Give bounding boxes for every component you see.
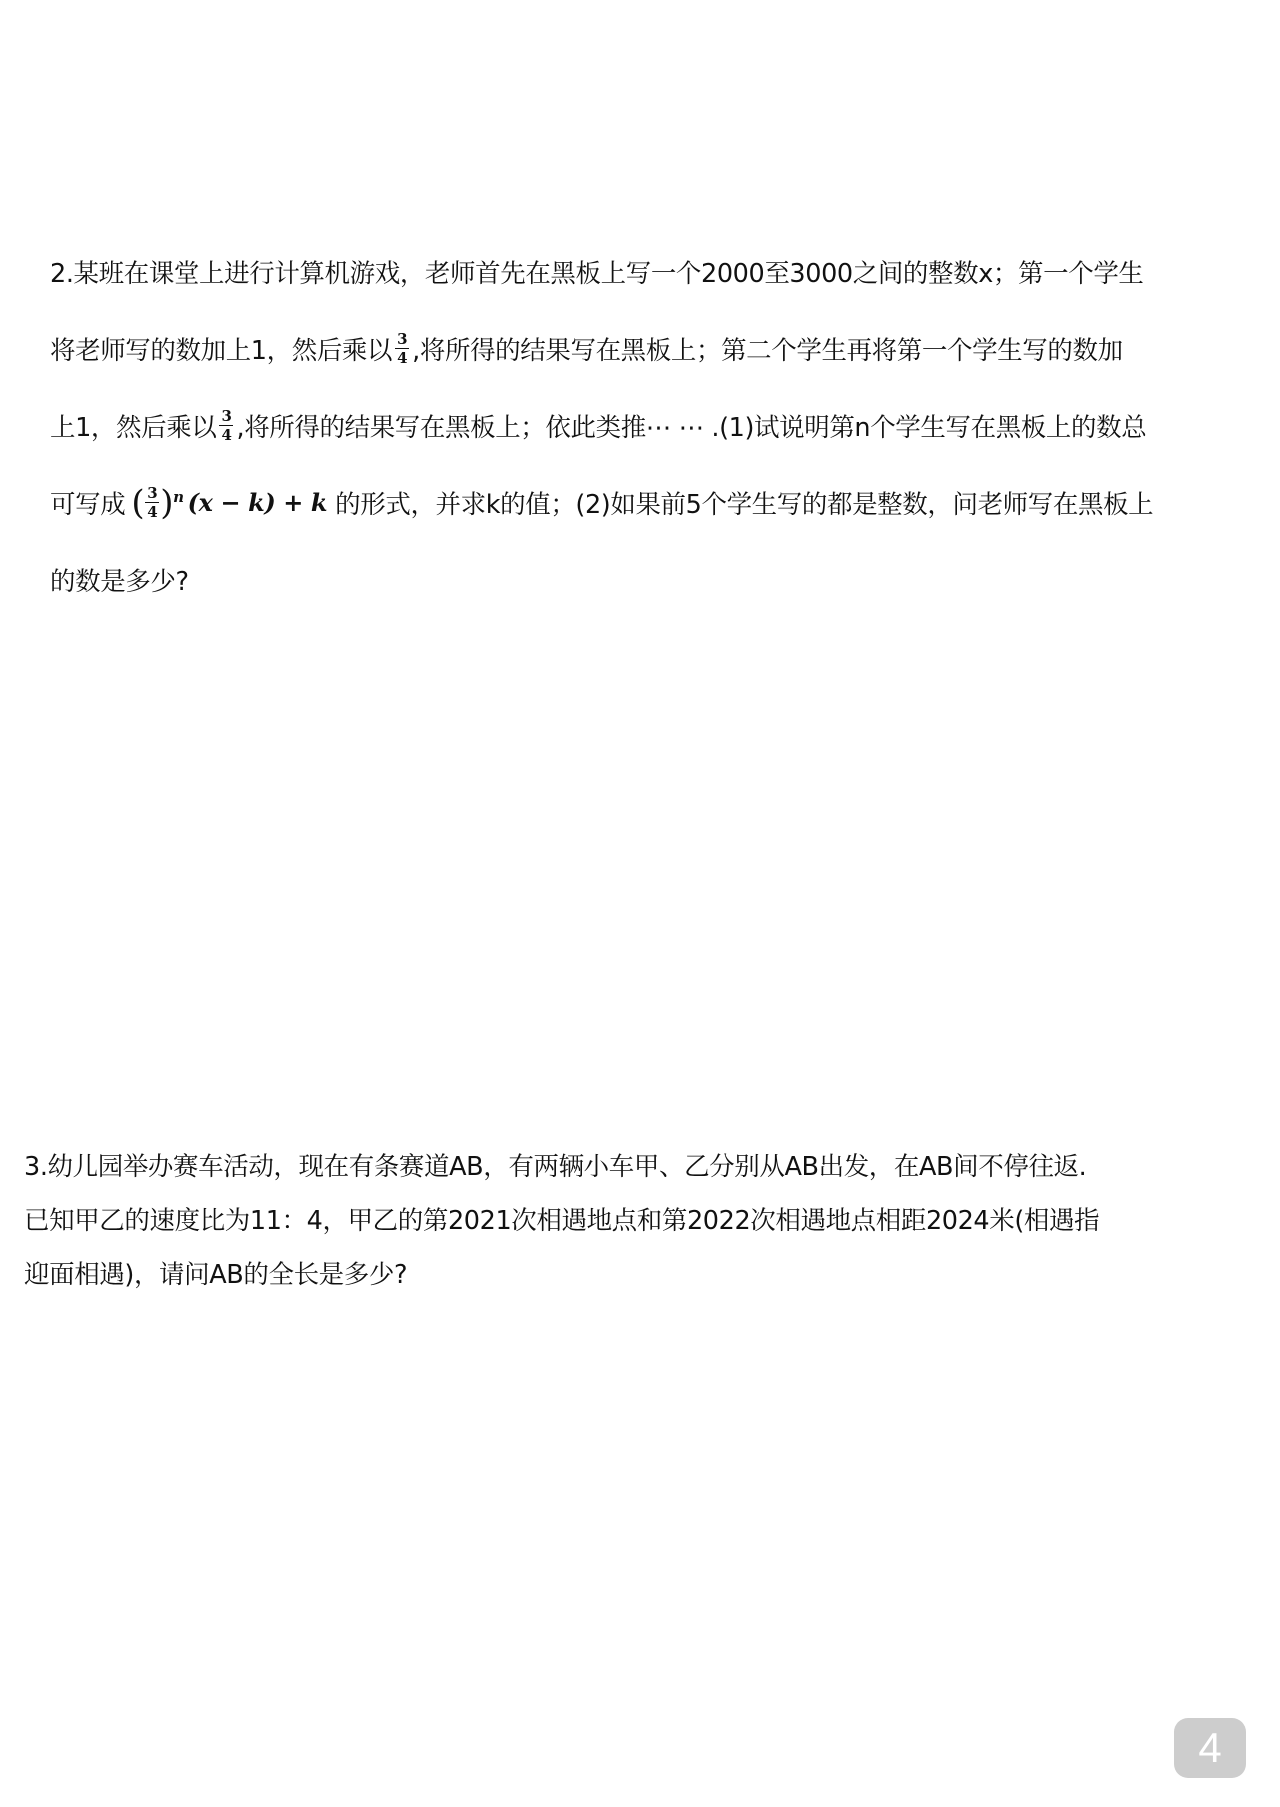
- formula-right-paren: ): [160, 482, 174, 523]
- page-number: 4: [1198, 1724, 1222, 1771]
- fraction-three-quarters: [145, 485, 159, 520]
- fraction-denominator: 4: [397, 349, 408, 367]
- problem-2-text: 的形式，并求k的值；(2)如果前5个学生写的都是整数，问老师写在黑板上: [335, 489, 1154, 520]
- formula-exponent: n: [173, 487, 184, 506]
- formula: [131, 482, 328, 523]
- problem-3-text: 3.幼儿园举办赛车活动，现在有条赛道AB，有两辆小车甲、乙分别从AB出发，在AB间不停往返.: [24, 1152, 1087, 1182]
- fraction-numerator: 3: [221, 407, 232, 425]
- fraction-denominator: 4: [221, 426, 232, 444]
- fraction-numerator: 3: [147, 484, 158, 502]
- problem-2-text: ,将所得的结果写在黑板上；第二个学生再将第一个学生写的数加: [412, 335, 1123, 366]
- problem-2-text: 将老师写的数加上1，然后乘以: [50, 335, 393, 366]
- problem-2-text: ,将所得的结果写在黑板上；依此类推⋯ ⋯ .(1)试说明第n个学生写在黑板上的数总: [236, 412, 1147, 443]
- problem-2-text: 的数是多少?: [50, 566, 189, 597]
- problem-2-line-1: [50, 233, 1235, 310]
- problem-3-line-2: [24, 1192, 1234, 1246]
- problem-2-line-2: [50, 310, 1235, 387]
- formula-rest: (x − k) + k: [187, 488, 328, 517]
- fraction-three-quarters: [219, 408, 233, 443]
- problem-2-line-3: [50, 387, 1235, 464]
- problem-3-line-1: [24, 1138, 1234, 1192]
- formula-left-paren: (: [131, 482, 145, 523]
- problem-3-text: 已知甲乙的速度比为11：4，甲乙的第2021次相遇地点和第2022次相遇地点相距2024米(相遇指: [24, 1206, 1100, 1236]
- problem-2-line-5: [50, 541, 1235, 618]
- problem-2-line-4: [50, 464, 1235, 541]
- fraction-numerator: 3: [397, 330, 408, 348]
- page-number-badge: [1174, 1718, 1246, 1778]
- problem-2-text: 2.某班在课堂上进行计算机游戏，老师首先在黑板上写一个2000至3000之间的整数x；第一个学生: [50, 258, 1144, 289]
- problem-3-line-3: [24, 1246, 1234, 1300]
- problem-2-text: 可写成: [50, 489, 126, 520]
- problem-3: [24, 1138, 1234, 1300]
- problem-2: [50, 233, 1235, 618]
- fraction-denominator: 4: [147, 503, 158, 521]
- problem-3-text: 迎面相遇)，请问AB的全长是多少?: [24, 1260, 408, 1290]
- fraction-three-quarters: [395, 331, 409, 366]
- problem-2-text: 上1，然后乘以: [50, 412, 217, 443]
